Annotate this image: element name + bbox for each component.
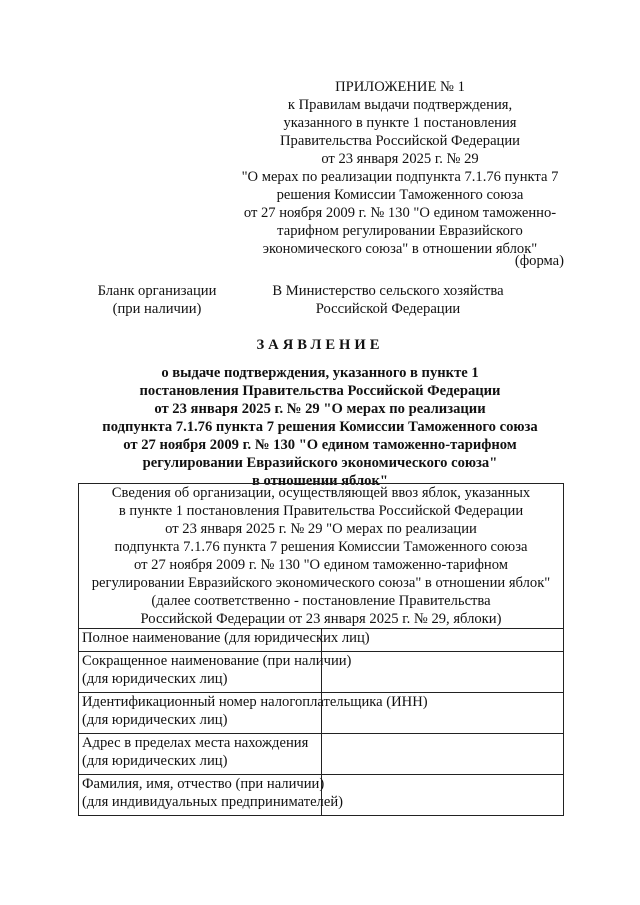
subtitle-line: постановления Правительства Российской Федерации [139,383,501,399]
subtitle-line: о выдаче подтверждения, указанного в пункте 1 [161,365,479,381]
row-label-line: Фамилия, имя, отчество (при наличии) [82,776,325,792]
document-title: ЗАЯВЛЕНИЕ [256,337,384,353]
subtitle-line: от 23 января 2025 г. № 29 "О мерах по реализации [154,401,486,417]
appendix-line: от 27 ноября 2009 г. № 130 "О едином таможенно- [243,205,557,221]
document-subtitle [60,364,580,490]
value-field-short-name[interactable] [321,652,564,693]
row-label-full-name [79,629,370,652]
header-line: подпункта 7.1.76 пункта 7 решения Комиссии Таможенного союза [114,539,528,555]
table-row [79,693,564,734]
value-field-full-name-person[interactable] [321,775,564,816]
addressee-line: Российской Федерации [315,301,461,317]
appendix-line: "О мерах по реализации подпункта 7.1.76 пункта 7 [241,169,559,185]
letterhead-line: (при наличии) [112,301,202,317]
appendix-block [218,78,582,258]
form-label: (форма) [514,253,564,269]
appendix-line: указанного в пункте 1 постановления [283,115,517,131]
subtitle-line: регулировании Евразийского экономического союза" [142,455,498,471]
addressee-line: В Министерство сельского хозяйства [272,283,504,299]
row-label-full-name-person [79,775,343,816]
subtitle-line: от 27 ноября 2009 г. № 130 "О едином таможенно-тарифном [123,437,517,453]
appendix-line: экономического союза" в отношении яблок" [262,241,538,257]
row-label-line: (для индивидуальных предпринимателей) [82,794,343,810]
row-label-line: (для юридических лиц) [82,753,228,769]
row-label-line: Сокращенное наименование (при наличии) [82,653,352,669]
addressee-block [262,282,514,318]
header-line: от 27 ноября 2009 г. № 130 "О едином таможенно-тарифном [134,557,508,573]
appendix-line: тарифном регулировании Евразийского [277,223,523,239]
header-line: (далее соответственно - постановление Правительства [151,593,491,609]
row-label-address [79,734,322,775]
row-label-short-name [79,652,352,693]
table-header-row [79,484,564,629]
appendix-line: решения Комиссии Таможенного союза [276,187,524,203]
header-line: от 23 января 2025 г. № 29 "О мерах по реализации [165,521,477,537]
table-row [79,652,564,693]
row-label-inn [79,693,428,734]
appendix-line: ПРИЛОЖЕНИЕ № 1 [335,79,465,95]
organization-info-table [78,483,564,816]
header-line: в пункте 1 постановления Правительства Российской Федерации [118,503,524,519]
table-row [79,629,564,652]
row-label-line: Полное наименование (для юридических лиц) [82,630,370,646]
subtitle-line: подпункта 7.1.76 пункта 7 решения Комиссии Таможенного союза [102,419,538,435]
table-row [79,734,564,775]
subtitle-line: в отношении яблок" [251,473,388,489]
table-header-cell [79,484,564,629]
row-label-line: Идентификационный номер налогоплательщика (ИНН) [82,694,428,710]
row-label-line: Адрес в пределах места нахождения [82,735,309,751]
appendix-line: Правительства Российской Федерации [280,133,520,149]
appendix-line: к Правилам выдачи подтверждения, [287,97,513,113]
row-label-line: (для юридических лиц) [82,671,228,687]
letterhead-line: Бланк организации [97,283,217,299]
header-line: Российской Федерации от 23 января 2025 г. № 29, яблоки) [140,611,502,627]
appendix-line: от 23 января 2025 г. № 29 [321,151,479,167]
table-row [79,775,564,816]
organization-letterhead [78,282,236,318]
header-line: Сведения об организации, осуществляющей ввоз яблок, указанных [111,485,531,501]
row-label-line: (для юридических лиц) [82,712,228,728]
value-field-address[interactable] [321,734,564,775]
header-line: регулировании Евразийского экономического союза" в отношении яблок" [91,575,551,591]
